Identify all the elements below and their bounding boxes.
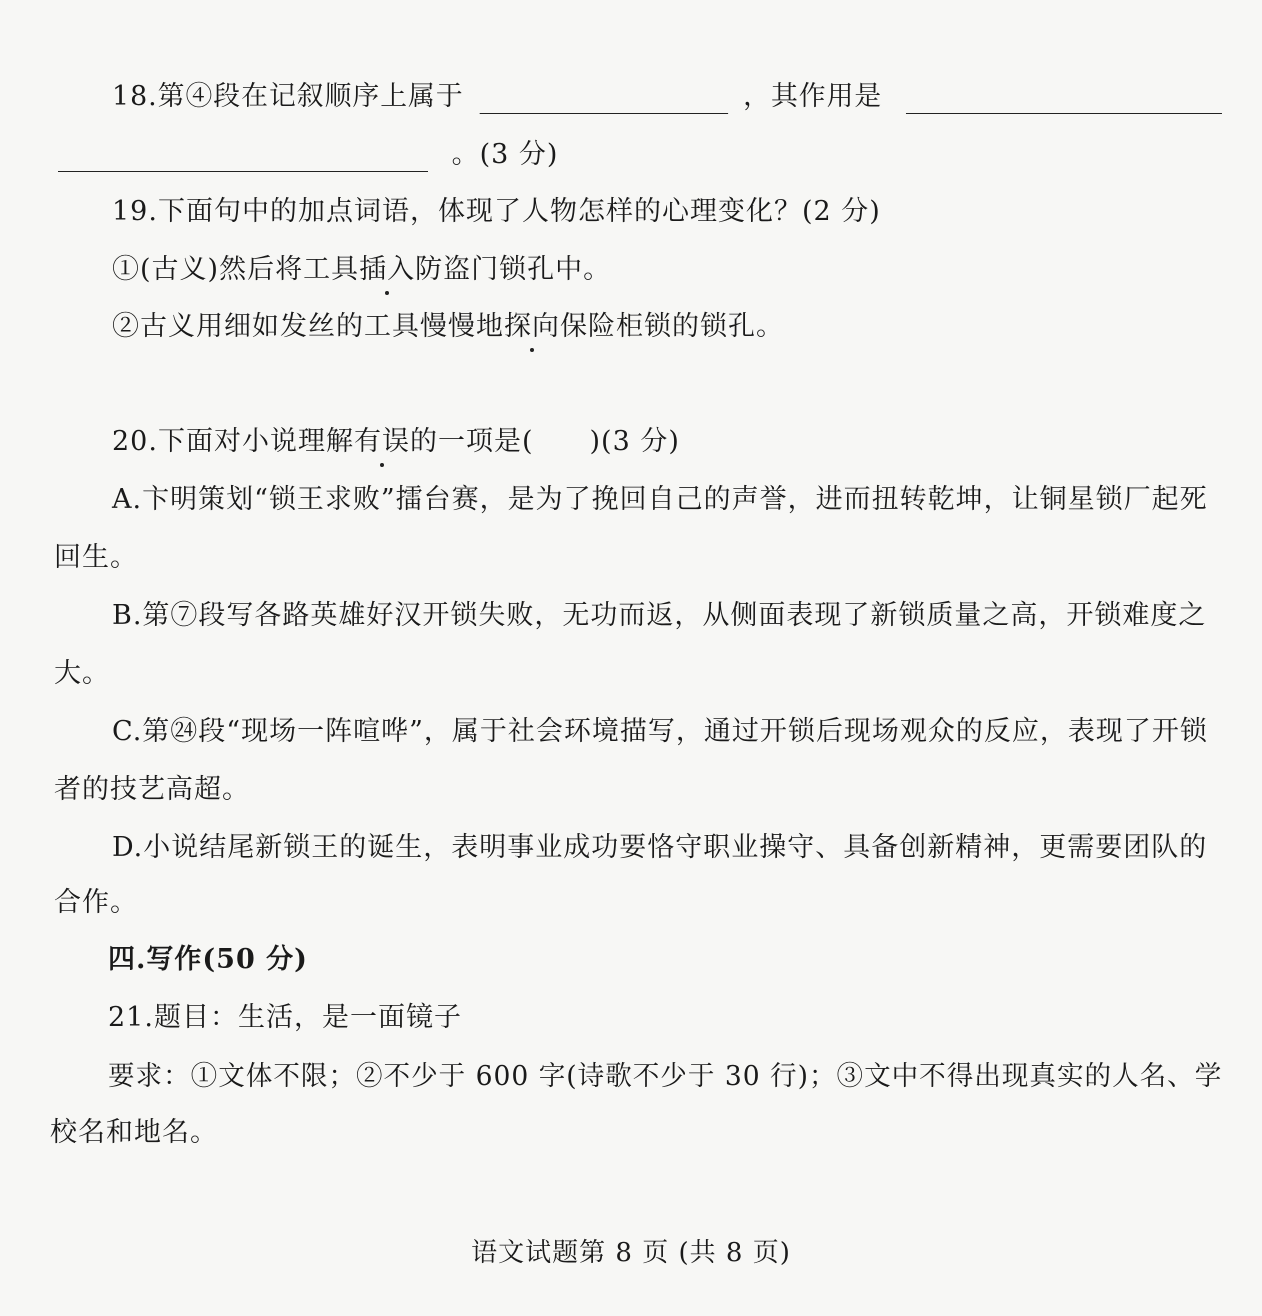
q20-stem-before: 20.下面对小说理解 — [112, 426, 354, 457]
q18-line1 — [112, 80, 1222, 114]
q19-s1-after: 防盗门锁孔中。 — [415, 254, 612, 285]
q19-s2-after: 保险柜锁的锁孔。 — [560, 311, 784, 342]
q19-sentence-2 — [112, 310, 784, 344]
q20-dotted-word: 有误 — [353, 426, 410, 457]
q20-option-d-line2: 合作。 — [54, 887, 138, 918]
q20-option-a-line2: 回生。 — [54, 542, 138, 573]
q19-s1-dotted-word: 插入 — [359, 254, 416, 285]
q19-sentence-1 — [112, 253, 611, 287]
page-footer: 语文试题第 8 页 (共 8 页) — [471, 1238, 791, 1268]
q18-suffix: 。(3 分) — [451, 139, 559, 170]
q21-title: 21.题目：生活，是一面镜子 — [108, 1002, 462, 1033]
q18-line2 — [58, 138, 558, 172]
q18-blank-1[interactable] — [479, 83, 727, 114]
q19-s1-before: ①(古义)然后将工具 — [112, 254, 360, 285]
q21-requirements-line1: 要求：①文体不限；②不少于 600 字(诗歌不少于 30 行)；③文中不得出现真实的人名、学 — [108, 1061, 1223, 1092]
q18-blank-3[interactable] — [58, 141, 428, 172]
q19-s2-dotted-word: 探向 — [504, 311, 560, 342]
q18-blank-2[interactable] — [906, 83, 1222, 114]
q20-option-c-line1: C.第㉔段“现场一阵喧哗”，属于社会环境描写，通过开锁后现场观众的反应，表现了开锁 — [112, 716, 1208, 747]
q20-stem-end: )(3 分) — [589, 426, 680, 457]
q19-stem: 19.下面句中的加点词语，体现了人物怎样的心理变化？(2 分) — [112, 196, 881, 227]
q20-option-c-line2: 者的技艺高超。 — [54, 774, 250, 805]
q18-mid: ，其作用是 — [743, 81, 883, 112]
q20-option-d-line1: D.小说结尾新锁王的诞生，表明事业成功要恪守职业操守、具备创新精神，更需要团队的 — [112, 832, 1208, 863]
section-writing-heading: 四.写作(50 分) — [108, 944, 308, 975]
q20-option-b-line1: B.第⑦段写各路英雄好汉开锁失败，无功而返，从侧面表现了新锁质量之高，开锁难度之 — [112, 600, 1207, 631]
q20-stem — [112, 425, 680, 459]
q20-option-b-line2: 大。 — [54, 658, 110, 689]
q21-requirements-line2: 校名和地名。 — [50, 1117, 218, 1148]
q19-s2-before: ②古义用细如发丝的工具慢慢地 — [112, 311, 504, 342]
q18-prefix: 18.第④段在记叙顺序上属于 — [112, 81, 464, 112]
q20-option-a-line1: A.卞明策划“锁王求败”擂台赛，是为了挽回自己的声誉，进而扭转乾坤，让铜星锁厂起死 — [112, 484, 1208, 515]
q20-stem-after: 的一项是( — [409, 426, 534, 457]
